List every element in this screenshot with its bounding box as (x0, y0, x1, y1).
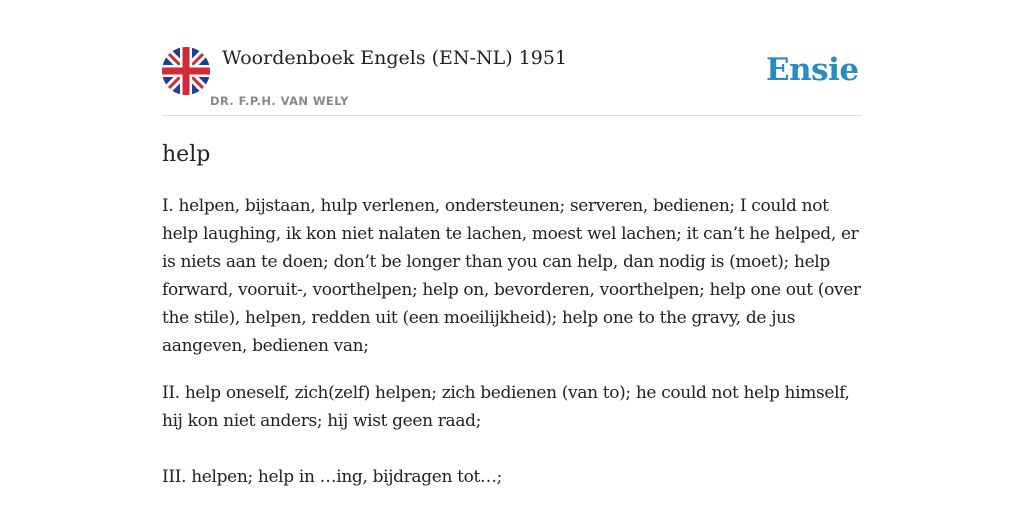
brand-logo-link[interactable]: Ensie (766, 52, 859, 88)
entry-headword: help (162, 142, 211, 167)
dictionary-title[interactable]: Woordenboek Engels (EN-NL) 1951 (222, 47, 567, 69)
entry-sense-3: III. helpen; help in …ing, bijdragen tot…; (162, 467, 502, 487)
entry-sense-1: I. helpen, bijstaan, hulp verlenen, ondersteunen; serveren, bedienen; I could not help laughing, ik kon niet nalaten te lachen, moest wel lachen; it can’t he helped, er is niets aan te doen; don’t be longer than you can help, dan nodig is (moet); help forward, vooruit-, voorthelpen; help on, bevorderen, voorthelpen; help one out (over the stile), helpen, redden uit (een moeilijkheid); help one to the gravy, de jus aangeven, bedienen van; (162, 196, 861, 356)
uk-flag-icon (162, 47, 210, 95)
entry-sense-2: II. help oneself, zich(zelf) helpen; zich bedienen (van to); he could not help himself, hij kon niet anders; hij wist geen raad; (162, 383, 850, 431)
dictionary-author: DR. F.P.H. VAN WELY (210, 94, 349, 108)
header-divider (162, 115, 862, 116)
